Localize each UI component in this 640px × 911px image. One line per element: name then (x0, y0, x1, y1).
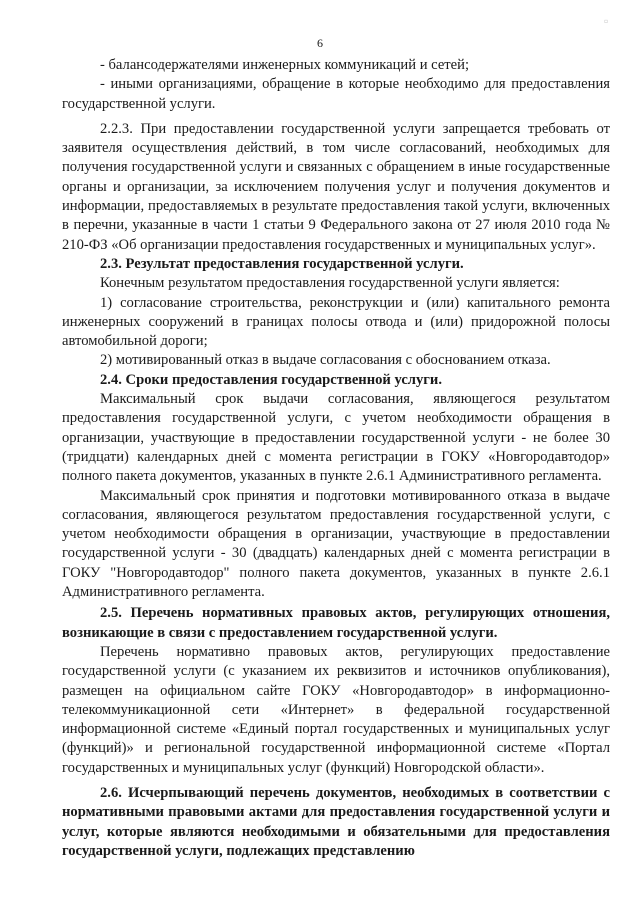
list-item: 1) согласование строительства, реконструкции и (или) капитального ремонта инженерных сооружений в границах полосы отвода и (или) придорожной полосы автомобильной дороги; (62, 294, 610, 350)
scan-mark: ▫ (604, 14, 609, 28)
paragraph: Максимальный срок принятия и подготовки мотивированного отказа в выдаче согласования, являющегося результатом предоставления государственной услуги, с учетом необходимости обращения в организации, участвующие в предоставлении государственной услуги - 30 (двадцать) календарных дней с момента регистрации в ГОКУ "Новгородавтодор" полного пакета документов, указанных в пункте 2.6.1 Административного регламента. (62, 487, 610, 601)
page-number: 6 (317, 36, 323, 50)
section-heading: 2.5. Перечень нормативных правовых актов, регулирующих отношения, возникающие в связи с предоставлением государственной услуги. (62, 605, 610, 641)
document-body (62, 56, 610, 861)
paragraph: - балансодержателями инженерных коммуникаций и сетей; (100, 57, 470, 73)
paragraph: - иными организациями, обращение в которые необходимо для предоставления государственной услуги. (62, 76, 610, 112)
list-item: 2) мотивированный отказ в выдаче согласования с обоснованием отказа. (100, 352, 551, 369)
paragraph: Конечным результатом предоставления государственной услуги является: (100, 275, 560, 292)
paragraph: Максимальный срок выдачи согласования, являющегося результатом предоставления государственной услуги, с учетом необходимости обращения в организации, участвующие в предоставлении государственной услуги - не более 30 (тридцати) календарных дней с момента регистрации в ГОКУ «Новгородавтодор» полного пакета документов, указанных в пункте 2.6.1 Административного регламента. (62, 391, 610, 485)
section-heading: 2.4. Сроки предоставления государственной услуги. (100, 371, 442, 388)
section-heading: 2.3. Результат предоставления государственной услуги. (100, 255, 464, 272)
paragraph: 2.2.3. При предоставлении государственной услуги запрещается требовать от заявителя осуществления действий, в том числе согласований, необходимых для получения государственной услуги и связанных с обращением в иные государственные органы и организации, за исключением получения услуг и получения документов и информации, предоставляемых в результате предоставления такой услуги, включенных в перечни, указанные в части 1 статьи 9 Федерального закона от 27 июля 2010 года № 210-ФЗ «Об организации предоставления государственных и муниципальных услуг». (62, 120, 610, 253)
paragraph: Перечень нормативно правовых актов, регулирующих предоставление государственной услуги (с указанием их реквизитов и источников опубликования), размещен на официальном сайте ГОКУ «Новгородавтодор» в информационно-телекоммуникационной сети «Интернет» в федеральной государственной информационной системе «Единый портал государственных и муниципальных услуг (функций)» и региональной государственной информационной системе «Портал государственных и муниципальных услуг (функций) Новгородской области». (62, 643, 610, 776)
section-heading: 2.6. Исчерпывающий перечень документов, необходимых в соответствии с нормативными правовыми актами для предоставления государственной услуги и услуг, которые являются необходимыми и обязательными для предоставления государственной услуги, подлежащих представлению (62, 784, 610, 859)
